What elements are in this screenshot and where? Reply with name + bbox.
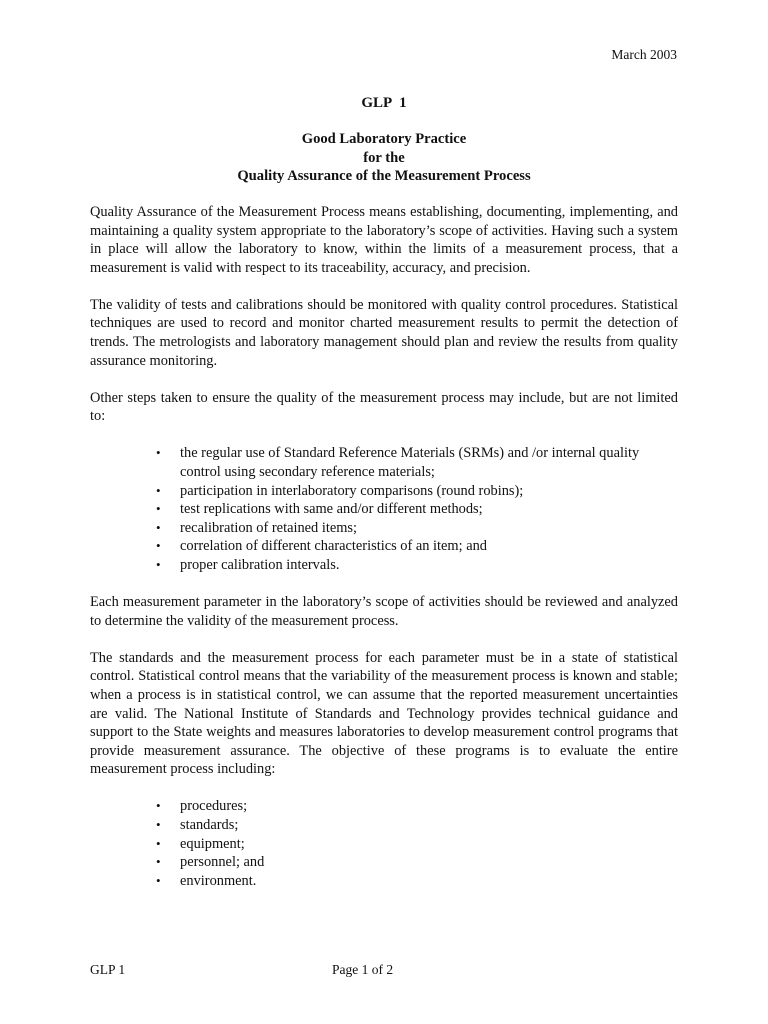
process-elements-list — [90, 797, 678, 890]
document-body — [90, 203, 678, 909]
bullet-icon: • — [156, 817, 161, 833]
title-line: for the — [363, 149, 405, 166]
paragraph-validity: The validity of tests and calibrations should be monitored with quality control procedures. Statistical techniques are used to record and monitor charted measurement results to permit the detection of trends. The metrologists and laboratory management should plan and review the results from quality assurance monitoring. — [90, 296, 678, 369]
paragraph-other-steps: Other steps taken to ensure the quality of the measurement process may include, but are not limited to: — [90, 389, 678, 425]
list-item: • the regular use of Standard Reference Materials (SRMs) and /or internal quality control using secondary reference materials; — [156, 445, 640, 481]
paragraph-intro: Quality Assurance of the Measurement Process means establishing, documenting, implementing, and maintaining a quality system appropriate to the laboratory’s scope of activities. Having such a system in place will allow the laboratory to know, within the limits of a measurement process, that a measurement is valid with respect to its traceability, accuracy, and precision. — [90, 204, 678, 276]
list-item: • correlation of different characteristics of an item; and — [156, 538, 487, 555]
bullet-icon: • — [156, 445, 161, 461]
document-id: GLP 1 — [361, 95, 407, 111]
quality-steps-list — [90, 444, 678, 574]
list-item: • test replications with same and/or different methods; — [156, 501, 483, 518]
list-item: • recalibration of retained items; — [156, 519, 358, 536]
bullet-icon: • — [156, 798, 161, 814]
list-item: • proper calibration intervals. — [156, 557, 340, 573]
footer-page-number: Page 1 of 2 — [332, 962, 394, 977]
paragraph-parameters: Each measurement parameter in the laboratory’s scope of activities should be reviewed and analyzed to determine the validity of the measurement process. — [90, 594, 678, 629]
list-item: • personnel; and — [156, 854, 265, 871]
list-item: • equipment; — [156, 835, 245, 852]
bullet-icon: • — [156, 538, 161, 554]
footer-doc-id: GLP 1 — [90, 962, 126, 977]
bullet-icon: • — [156, 482, 161, 498]
bullet-icon: • — [156, 557, 161, 572]
document-date: March 2003 — [611, 47, 677, 62]
list-item: • environment. — [156, 872, 257, 889]
title-line: Good Laboratory Practice — [301, 131, 467, 147]
paragraph-statistical-control: The standards and the measurement process for each parameter must be in a state of statistical control. Statistical control means that the variability of the measurement process is known and stable; when a process is in statistical control, we can assume that the reported measurement uncertainties are valid. The National Institute of Standards and Technology provides technical guidance and support to the State weights and measures laboratories to develop measurement control programs that provide measurement assurance. The objective of these programs is to evaluate the entire measurement process including: — [90, 649, 678, 778]
list-item: • participation in interlaboratory comparisons (round robins); — [156, 482, 524, 499]
bullet-icon: • — [156, 872, 161, 888]
title-line: Quality Assurance of the Measurement Process — [237, 168, 531, 184]
bullet-icon: • — [156, 501, 161, 517]
document-title — [90, 130, 678, 186]
bullet-icon: • — [156, 854, 161, 870]
bullet-icon: • — [156, 835, 161, 851]
bullet-icon: • — [156, 519, 161, 535]
list-item: • procedures; — [156, 798, 248, 815]
list-item: • standards; — [156, 817, 239, 834]
